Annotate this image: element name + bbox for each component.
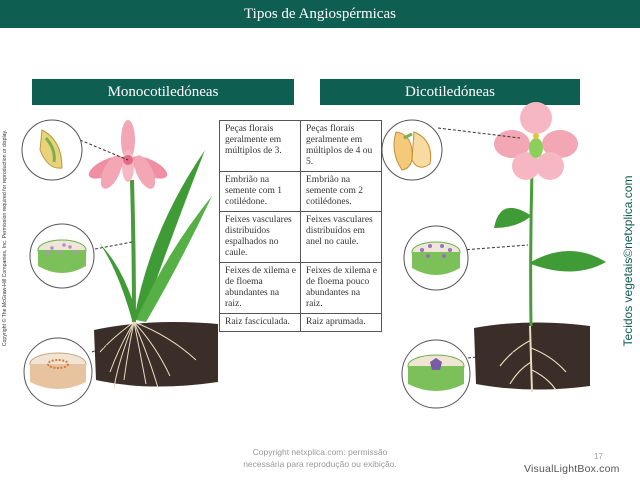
table-row xyxy=(220,172,382,212)
dicot-cell: Peças florais geralmente em múltiplos de 4 ou 5. xyxy=(301,121,382,172)
monocot-cell: Raiz fasciculada. xyxy=(220,314,301,332)
dicot-flower xyxy=(494,102,578,180)
dicot-heading: Dicotiledóneas xyxy=(320,79,580,105)
dicot-cell: Feixes de xilema e de floema pouco abundantes na raiz. xyxy=(301,263,382,314)
page-number: 17 xyxy=(594,452,603,461)
vertical-copyright-note: Copyright © The McGraw-Hill Companies, Inc. Permission required for reproduction or display. xyxy=(2,129,8,347)
table-row xyxy=(220,212,382,263)
monocot-heading: Monocotiledóneas xyxy=(32,79,294,105)
monocot-cell: Feixes vasculares distribuídos espalhados no caule. xyxy=(220,212,301,263)
vertical-brand-label: Tecidos vegetais©netxplica.com xyxy=(621,175,635,347)
slide-title: Tipos de Angiospérmicas xyxy=(0,0,640,28)
dicot-cell: Embrião na semente com 2 cotilédones. xyxy=(301,172,382,212)
monocot-cell: Embrião na semente com 1 cotilédone. xyxy=(220,172,301,212)
watermark: VisualLightBox.com xyxy=(524,463,620,475)
monocot-cell: Feixes de xilema e de floema abundantes na raiz. xyxy=(220,263,301,314)
footer-note xyxy=(200,446,440,470)
dicot-stem-circle xyxy=(404,226,528,290)
footer-line-1: Copyright netxplica.com: permissão xyxy=(252,447,388,457)
dicot-cell: Raiz aprumada. xyxy=(301,314,382,332)
monocot-stem-circle xyxy=(30,224,132,288)
monocot-plant-illustration xyxy=(86,120,218,388)
comparison-table xyxy=(219,120,382,332)
monocot-flower xyxy=(86,120,171,192)
table-row xyxy=(220,314,382,332)
dicot-cell: Feixes vasculares distribuídos em anel no caule. xyxy=(301,212,382,263)
table-row xyxy=(220,263,382,314)
footer-line-2: necessária para reprodução ou exibição. xyxy=(243,459,397,469)
table-row xyxy=(220,121,382,172)
dicot-plant-illustration xyxy=(474,102,606,392)
monocot-cell: Peças florais geralmente em múltiplos de 3. xyxy=(220,121,301,172)
